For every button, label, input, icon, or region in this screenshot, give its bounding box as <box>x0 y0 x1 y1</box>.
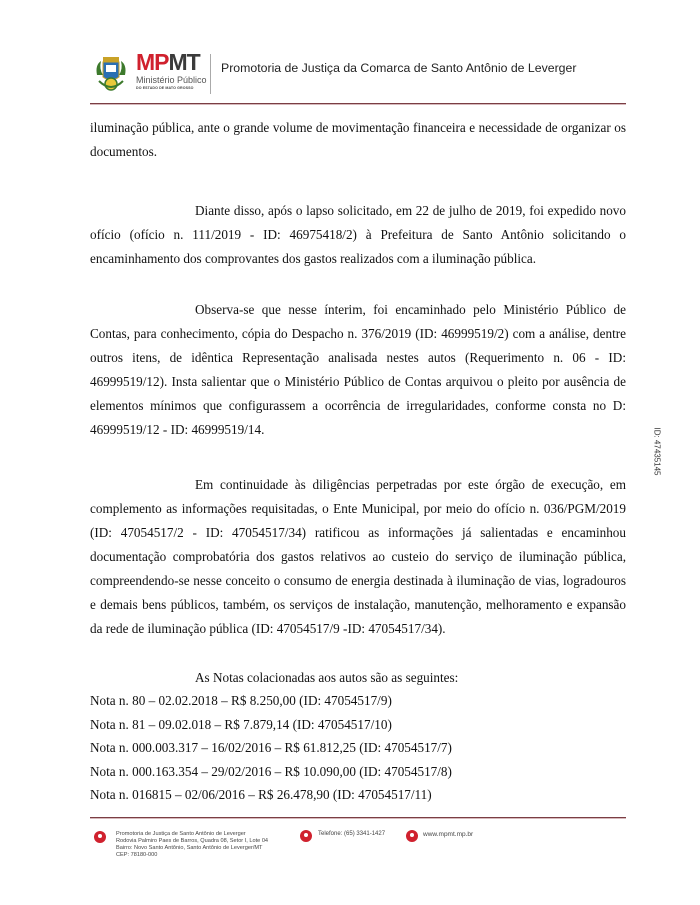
paragraph: Diante disso, após o lapso solicitado, em 22 de julho de 2019, foi expedido novo ofício (ofício n. 111/2019 - ID: 46975418/2) à Prefeitura de Santo Antônio solicitando o encaminhamento dos comprovantes dos gastos realizados com a iluminação pública. <box>90 203 626 266</box>
paragraph: As Notas colacionadas aos autos são as seguintes: <box>195 670 459 685</box>
note-item: Nota n. 016815 – 02/06/2016 – R$ 26.478,90 (ID: 47054517/11) <box>90 787 432 802</box>
state-coat-of-arms-icon <box>93 53 129 93</box>
paragraph: Observa-se que nesse ínterim, foi encaminhado pelo Ministério Público de Contas, para conhecimento, cópia do Despacho n. 376/2019 (ID: 46999519/2) com a análise, dentre outros itens, de idêntica Representação analisada nestes autos (Requerimento n. 06 - ID: 46999519/12). Insta salientar que o Ministério Público de Contas arquivou o pleito por ausência de elementos mínimos que configurassem a ocorrência de irregularidades, conforme consta no D: 46999519/12 - ID: 46999519/14. <box>90 302 626 437</box>
document-side-id: ID: 47435145 <box>652 427 662 476</box>
logo-subtitle: Ministério Público <box>136 75 207 85</box>
page-footer <box>90 826 626 876</box>
paragraph: iluminação pública, ante o grande volume de movimentação financeira e necessidade de organizar os documentos. <box>90 120 626 159</box>
header-rule <box>90 103 626 105</box>
location-pin-icon <box>94 831 106 843</box>
notes-list <box>90 689 452 807</box>
footer-rule <box>90 817 626 819</box>
page-header <box>90 48 626 104</box>
note-item: Nota n. 000.163.354 – 29/02/2016 – R$ 10.090,00 (ID: 47054517/8) <box>90 763 452 779</box>
note-item: Nota n. 000.003.317 – 16/02/2016 – R$ 61.812,25 (ID: 47054517/7) <box>90 740 452 755</box>
header-divider <box>210 54 211 94</box>
globe-icon <box>406 830 418 842</box>
note-item: Nota n. 81 – 09.02.018 – R$ 7.879,14 (ID: 47054517/10) <box>90 716 392 732</box>
logo-wordmark: MPMT <box>136 49 200 75</box>
mpmt-logo <box>136 50 208 96</box>
paragraph: Em continuidade às diligências perpetradas por este órgão de execução, em complemento as informações requisitadas, o Ente Municipal, por meio do ofício n. 036/PGM/2019 (ID: 47054517/2 - ID: 47054517/34) ratificou as informações já salientadas e encaminhou documentação comprobatória dos gastos relativos ao custeio do serviço de iluminação pública, compreendendo-se nesse conceito o consumo de energia destinada à iluminação de vias, logradouros e demais bens públicos, também, os serviços de instalação, manutenção, melhoramento e expansão da rede de iluminação pública (ID: 47054517/9 -ID: 47054517/34). <box>90 477 626 636</box>
logo-subtitle-small: DO ESTADO DE MATO GROSSO <box>136 86 194 90</box>
footer-website-link[interactable]: www.mpmt.mp.br <box>423 831 474 838</box>
header-title: Promotoria de Justiça da Comarca de Santo Antônio de Leverger <box>221 61 577 75</box>
phone-icon <box>300 830 312 842</box>
note-item: Nota n. 80 – 02.02.2018 – R$ 8.250,00 (ID: 47054517/9) <box>90 693 392 708</box>
footer-phone: Telefone: (65) 3341-1427 <box>318 831 386 837</box>
footer-address: Promotoria de Justiça de Santo Antônio de Leverger Rodovia Palmiro Paes de Barros, Quadra 08, Setor I, Lote 04 Bairro: Novo Santo Antônio, Santo Antônio de Leverger/MT CEP: 78180-000 <box>116 831 269 858</box>
